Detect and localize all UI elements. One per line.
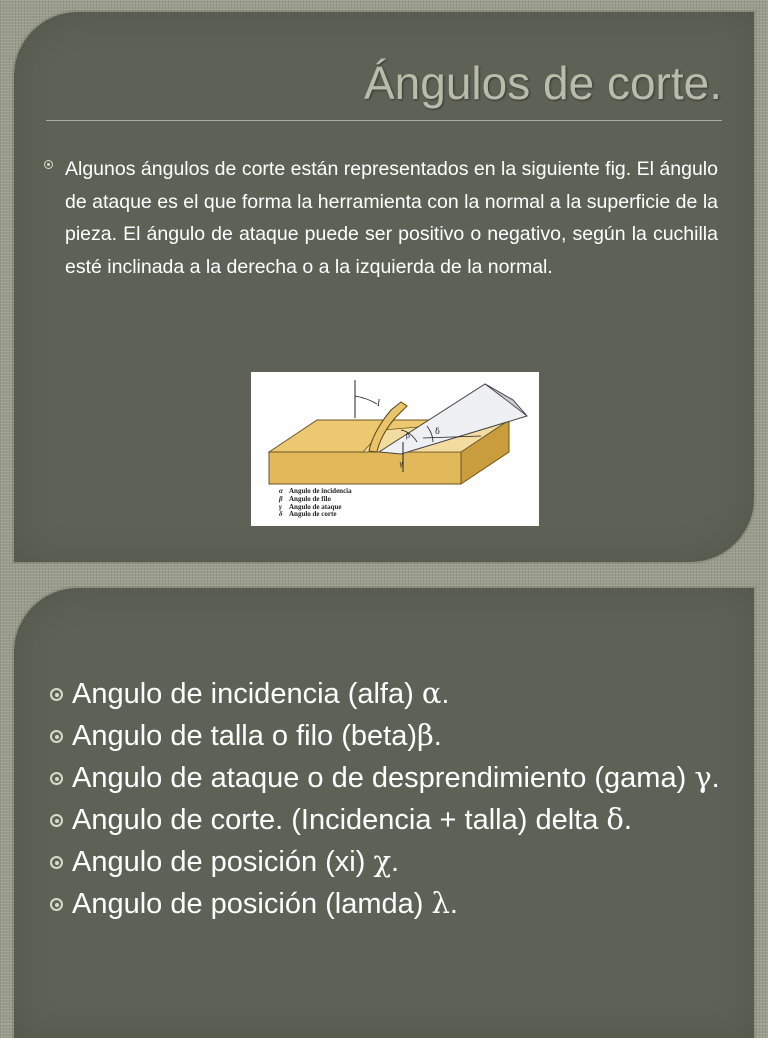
angle-label-i: I <box>377 398 380 408</box>
bullet-icon <box>50 856 63 869</box>
list-item: Angulo de posición (xi) χ. <box>48 841 728 883</box>
list-item: Angulo de posición (lamda) λ. <box>48 883 728 925</box>
angle-label-beta: β <box>406 432 411 440</box>
title-divider <box>46 120 722 121</box>
legend-item: β Angulo de filo <box>279 494 332 503</box>
figure-legend <box>279 488 352 519</box>
legend-item: δ Angulo de corte <box>279 510 337 519</box>
angle-list <box>48 673 728 925</box>
bullet-paragraph <box>44 153 718 283</box>
slide-title: Ángulos de corte. <box>363 57 722 109</box>
bullet-icon <box>50 772 63 785</box>
list-item: Angulo de incidencia (alfa) α. <box>48 673 728 715</box>
slide-2 <box>14 588 754 1038</box>
bullet-icon <box>50 730 63 743</box>
bullet-icon <box>50 814 63 827</box>
bullet-icon <box>50 898 63 911</box>
list-item: Angulo de corte. (Incidencia + talla) delta δ. <box>48 799 728 841</box>
bullet-icon <box>44 160 53 169</box>
workpiece-front-face <box>269 452 461 484</box>
list-item: Angulo de ataque o de desprendimiento (gama) γ. <box>48 757 728 799</box>
bullet-icon <box>50 688 63 701</box>
cutting-angles-figure <box>251 372 539 526</box>
slide-1 <box>14 12 754 562</box>
legend-item: γ Angulo de ataque <box>279 502 342 511</box>
legend-item: α Angulo de incidencia <box>279 487 352 495</box>
angle-label-gamma: γ <box>399 460 404 468</box>
angle-label-delta: δ <box>435 427 440 436</box>
intro-paragraph: Algunos ángulos de corte están representados en la siguiente fig. El ángulo de ataque es el que forma la herramienta con la normal a la superficie de la pieza. El ángulo de ataque puede ser positivo o negativo, según la cuchilla esté inclinada a la derecha o a la izquierda de la normal. <box>65 158 718 278</box>
list-item: Angulo de talla o filo (beta)β. <box>48 715 728 757</box>
